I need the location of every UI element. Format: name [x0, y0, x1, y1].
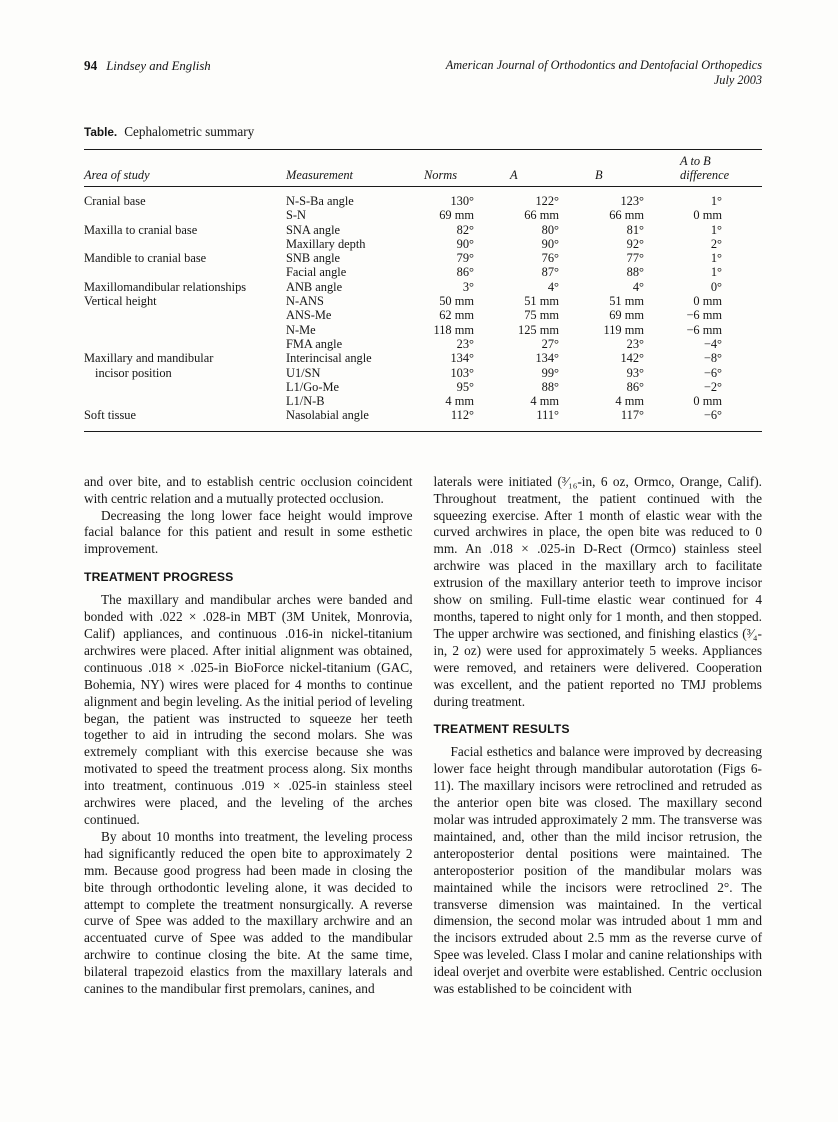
- cephalometric-summary-section: [84, 124, 762, 432]
- cell-area-of-study: [84, 265, 286, 279]
- cell-a: 76°: [541, 251, 559, 266]
- cell-norms: 50 mm: [439, 294, 474, 309]
- cell-area-of-study: [84, 237, 286, 251]
- cell-a: 4 mm: [530, 394, 559, 409]
- cell-measurement: U1/SN: [286, 365, 321, 380]
- right-column: [434, 474, 763, 998]
- cell-norms: 23°: [456, 336, 474, 351]
- cell-measurement: Interincisal angle: [286, 351, 372, 366]
- cell-norms: 103°: [450, 365, 474, 380]
- col-header-diff-line1: A to B: [680, 154, 711, 168]
- header-row: [84, 150, 762, 187]
- cell-a-to-b-difference: 0°: [710, 279, 722, 294]
- cell-b: 92°: [626, 236, 644, 251]
- table-row: [84, 323, 762, 337]
- cell-a: 87°: [541, 265, 559, 280]
- cell-measurement: Maxillary depth: [286, 236, 366, 251]
- table-row: [84, 265, 762, 279]
- cell-norms: 118 mm: [433, 322, 474, 337]
- cell-measurement: Facial angle: [286, 265, 347, 280]
- cell-area-of-study: [84, 308, 286, 322]
- table-caption: [84, 124, 762, 140]
- cell-measurement: SNB angle: [286, 251, 341, 266]
- running-head-right: [446, 58, 762, 88]
- cell-area-of-study: Vertical height: [84, 294, 157, 309]
- table-row: [84, 280, 762, 294]
- left-column: [84, 474, 413, 998]
- cell-a: 75 mm: [524, 308, 559, 323]
- cell-a-to-b-difference: 0 mm: [693, 208, 722, 223]
- cephalometric-table: [84, 149, 762, 432]
- table-row: [84, 308, 762, 322]
- cell-a-to-b-difference: −6 mm: [686, 308, 722, 323]
- cell-norms: 82°: [456, 222, 474, 237]
- cell-norms: 95°: [456, 379, 474, 394]
- cell-norms: 79°: [456, 251, 474, 266]
- cell-measurement: L1/N-B: [286, 394, 325, 409]
- cell-area-of-study: Maxillomandibular relationships: [84, 279, 247, 294]
- table-row: [84, 237, 762, 251]
- cell-a: 99°: [541, 365, 559, 380]
- table-row: [84, 408, 762, 431]
- cell-a: 125 mm: [518, 322, 559, 337]
- article-body: [84, 474, 762, 998]
- col-header-area-of-study: Area of study: [84, 150, 286, 187]
- cell-measurement: ANB angle: [286, 279, 343, 294]
- cell-a-to-b-difference: −2°: [703, 379, 722, 394]
- col-header-a-to-b-difference: [680, 150, 762, 187]
- cell-area-of-study: Mandible to cranial base: [84, 251, 207, 266]
- cell-a: 88°: [541, 379, 559, 394]
- paragraph: The maxillary and mandibular arches were banded and bonded with .022 × .028-in MBT (3M Unitek, Monrovia, Calif) appliances, and continuous .016-in nickel-titanium archwires were placed. After initial alignment was obtained, continuous .018 × .025-in BioForce nickel-titanium (GAC, Bohemia, NY) wires were placed for 4 months to continue alignment and begin leveling. As the initial period of leveling began, the patient was instructed to squeeze her teeth together to aid in intruding the second molars. She was extremely compliant with this exercise because she was motivated to speed the treatment process along. Six months into treatment, continuous .019 × .025-in stainless steel archwires were placed, and the leveling of the arches continued.: [84, 592, 413, 827]
- cell-a-to-b-difference: 1°: [710, 251, 722, 266]
- running-head-left: [84, 58, 211, 74]
- cell-norms: 4 mm: [445, 394, 474, 409]
- cell-b: 119 mm: [603, 322, 644, 337]
- cell-b: 66 mm: [609, 208, 644, 223]
- cell-measurement: N-S-Ba angle: [286, 194, 354, 208]
- cell-area-of-study: Soft tissue: [84, 408, 136, 423]
- cell-b: 142°: [620, 351, 644, 366]
- cell-measurement: S-N: [286, 208, 306, 223]
- cell-measurement: Nasolabial angle: [286, 408, 369, 423]
- cell-a-to-b-difference: 1°: [710, 265, 722, 280]
- cell-norms: 90°: [456, 236, 474, 251]
- cell-measurement: N-ANS: [286, 294, 324, 309]
- running-head-authors: Lindsey and English: [106, 59, 211, 73]
- section-heading-treatment-results: TREATMENT RESULTS: [433, 722, 570, 737]
- cell-a-to-b-difference: −4°: [703, 336, 722, 351]
- table-row: [84, 337, 762, 351]
- cell-a-to-b-difference: −6°: [703, 408, 722, 423]
- cell-area-of-study: [84, 337, 286, 351]
- cell-area-of-study: Cranial base: [84, 194, 146, 208]
- table-caption-title: Cephalometric summary: [124, 124, 255, 139]
- table-row: [84, 208, 762, 222]
- cell-norms: 3°: [462, 279, 474, 294]
- paragraph: By about 10 months into treatment, the leveling process had significantly reduced the open bite to approximately 2 mm. Because good progress had been made in closing the bite through orthodontic leveling alone, it was decided to attempt to complete the treatment nonsurgically. A reverse curve of Spee was added to the maxillary archwire and an accentuated curve of Spee was added to the mandibular archwire to continue closing the bite. At the same time, bilateral trapezoid elastics from the maxillary laterals and canines to the mandibular first premolars, canines, and: [84, 828, 413, 997]
- cell-area-of-study: [84, 323, 286, 337]
- cell-b: 23°: [626, 336, 644, 351]
- cell-measurement: ANS-Me: [286, 308, 332, 323]
- cell-a-to-b-difference: 0 mm: [693, 394, 722, 409]
- cell-norms: 86°: [456, 265, 474, 280]
- cell-a: 66 mm: [524, 208, 559, 223]
- table-row: [84, 366, 762, 380]
- cell-area-of-study: Maxillary and mandibular: [84, 351, 214, 366]
- cell-measurement: SNA angle: [286, 222, 341, 237]
- cell-b: 4 mm: [615, 394, 644, 409]
- section-heading-treatment-progress: TREATMENT PROGRESS: [84, 570, 234, 585]
- cell-a-to-b-difference: 2°: [710, 236, 722, 251]
- cell-b: 77°: [626, 251, 644, 266]
- cell-measurement: L1/Go-Me: [286, 379, 339, 394]
- paragraph: Decreasing the long lower face height would improve facial balance for this patient and result in some esthetic improvement.: [84, 507, 413, 557]
- table-header-row: [84, 150, 762, 187]
- cell-a: 134°: [535, 351, 559, 366]
- cell-b: 88°: [626, 265, 644, 280]
- cell-norms: 112°: [450, 408, 474, 423]
- cell-norms: 130°: [450, 194, 474, 208]
- cell-area-of-study: Maxilla to cranial base: [84, 222, 198, 237]
- paragraph: Facial esthetics and balance were improved by decreasing lower face height through mandibular autorotation (Figs 6-11). The maxillary incisors were retroclined and retruded as the anterior open bite was closed. The maxillary second molar was intruded approximately 2 mm. The transverse was maintained, and, other than the mild incisor retrusion, the anteroposterior dental positions were maintained. The anteroposterior position of the mandibular molars was maintained while the incisors were retroclined 2°. The transverse dimension was maintained. In the vertical dimension, the second molar was intruded about 1 mm and the incisors extruded about 2.5 mm as the reverse curve of Spee was leveled. Class I molar and canine relationships with ideal overjet and overbite were established. Centric occlusion was established to be coincident with: [433, 744, 762, 997]
- col-header-diff-line2: difference: [680, 167, 730, 182]
- page-number: 94: [84, 58, 98, 73]
- table-row: [84, 394, 762, 408]
- cell-a: 51 mm: [524, 294, 559, 309]
- cell-area-of-study: [84, 380, 286, 394]
- cell-norms: 134°: [450, 351, 474, 366]
- page-header: [84, 58, 762, 88]
- cell-measurement: N-Me: [286, 322, 316, 337]
- cell-b: 4°: [632, 279, 644, 294]
- cell-measurement: FMA angle: [286, 336, 343, 351]
- cell-a: 122°: [535, 194, 559, 208]
- cell-a-to-b-difference: 1°: [710, 222, 722, 237]
- table-row: [84, 223, 762, 237]
- cell-a-to-b-difference: 1°: [710, 194, 722, 208]
- table-row: [84, 380, 762, 394]
- cell-a: 27°: [541, 336, 559, 351]
- cell-b: 86°: [626, 379, 644, 394]
- cell-b: 81°: [626, 222, 644, 237]
- cell-b: 117°: [620, 408, 644, 423]
- cell-a-to-b-difference: −6 mm: [686, 322, 722, 337]
- paragraph: laterals were initiated (³⁄₁₆-in, 6 oz, Ormco, Orange, Calif). Throughout treatment, the patient continued with the squeezing exercise. After 1 month of elastic wear with the curved archwires in place, the open bite was reduced to 0 mm. An .018 × .025-in D-Rect (Ormco) stainless steel archwire was placed in the maxillary arch to facilitate extrusion of the maxillary anterior teeth to improve incisor show on smiling. Full-time elastic wear continued for 4 months, tapered to night only for 1 month, and then stopped. The upper archwire was sectioned, and finishing elastics (³⁄₄-in, 2 oz) were used for approximately 5 weeks. Appliances were removed, and retainers were delivered. Cooperation was excellent, and the patient reported no TMJ problems during treatment.: [433, 473, 762, 709]
- cell-a: 80°: [541, 222, 559, 237]
- journal-title: American Journal of Orthodontics and Dentofacial Orthopedics: [445, 58, 762, 72]
- cell-a: 4°: [547, 279, 559, 294]
- cell-b: 123°: [620, 194, 644, 208]
- cell-a-to-b-difference: −8°: [703, 351, 722, 366]
- cell-area-of-study: [84, 394, 286, 408]
- cell-b: 51 mm: [609, 294, 644, 309]
- cell-b: 69 mm: [609, 308, 644, 323]
- cell-a-to-b-difference: −6°: [703, 365, 722, 380]
- col-header-norms: Norms: [424, 150, 510, 187]
- table-row: [84, 294, 762, 308]
- cell-norms: 62 mm: [439, 308, 474, 323]
- table-body: [84, 187, 762, 432]
- cell-a: 90°: [541, 236, 559, 251]
- cell-b: 93°: [626, 365, 644, 380]
- table-row: [84, 187, 762, 209]
- cell-a-to-b-difference: 0 mm: [693, 294, 722, 309]
- cell-norms: 69 mm: [439, 208, 474, 223]
- table-row: [84, 251, 762, 265]
- issue-date: July 2003: [713, 73, 762, 87]
- cell-area-of-study: incisor position: [95, 365, 172, 380]
- col-header-a: A: [510, 150, 595, 187]
- cell-a: 111°: [536, 408, 559, 423]
- cell-area-of-study: [84, 208, 286, 222]
- table-caption-label: Table.: [84, 125, 118, 139]
- col-header-b: B: [595, 150, 680, 187]
- table-row: [84, 351, 762, 365]
- col-header-measurement: Measurement: [286, 150, 424, 187]
- paragraph: and over bite, and to establish centric occlusion coincident with centric relation and a mutually protected occlusion.: [84, 473, 413, 506]
